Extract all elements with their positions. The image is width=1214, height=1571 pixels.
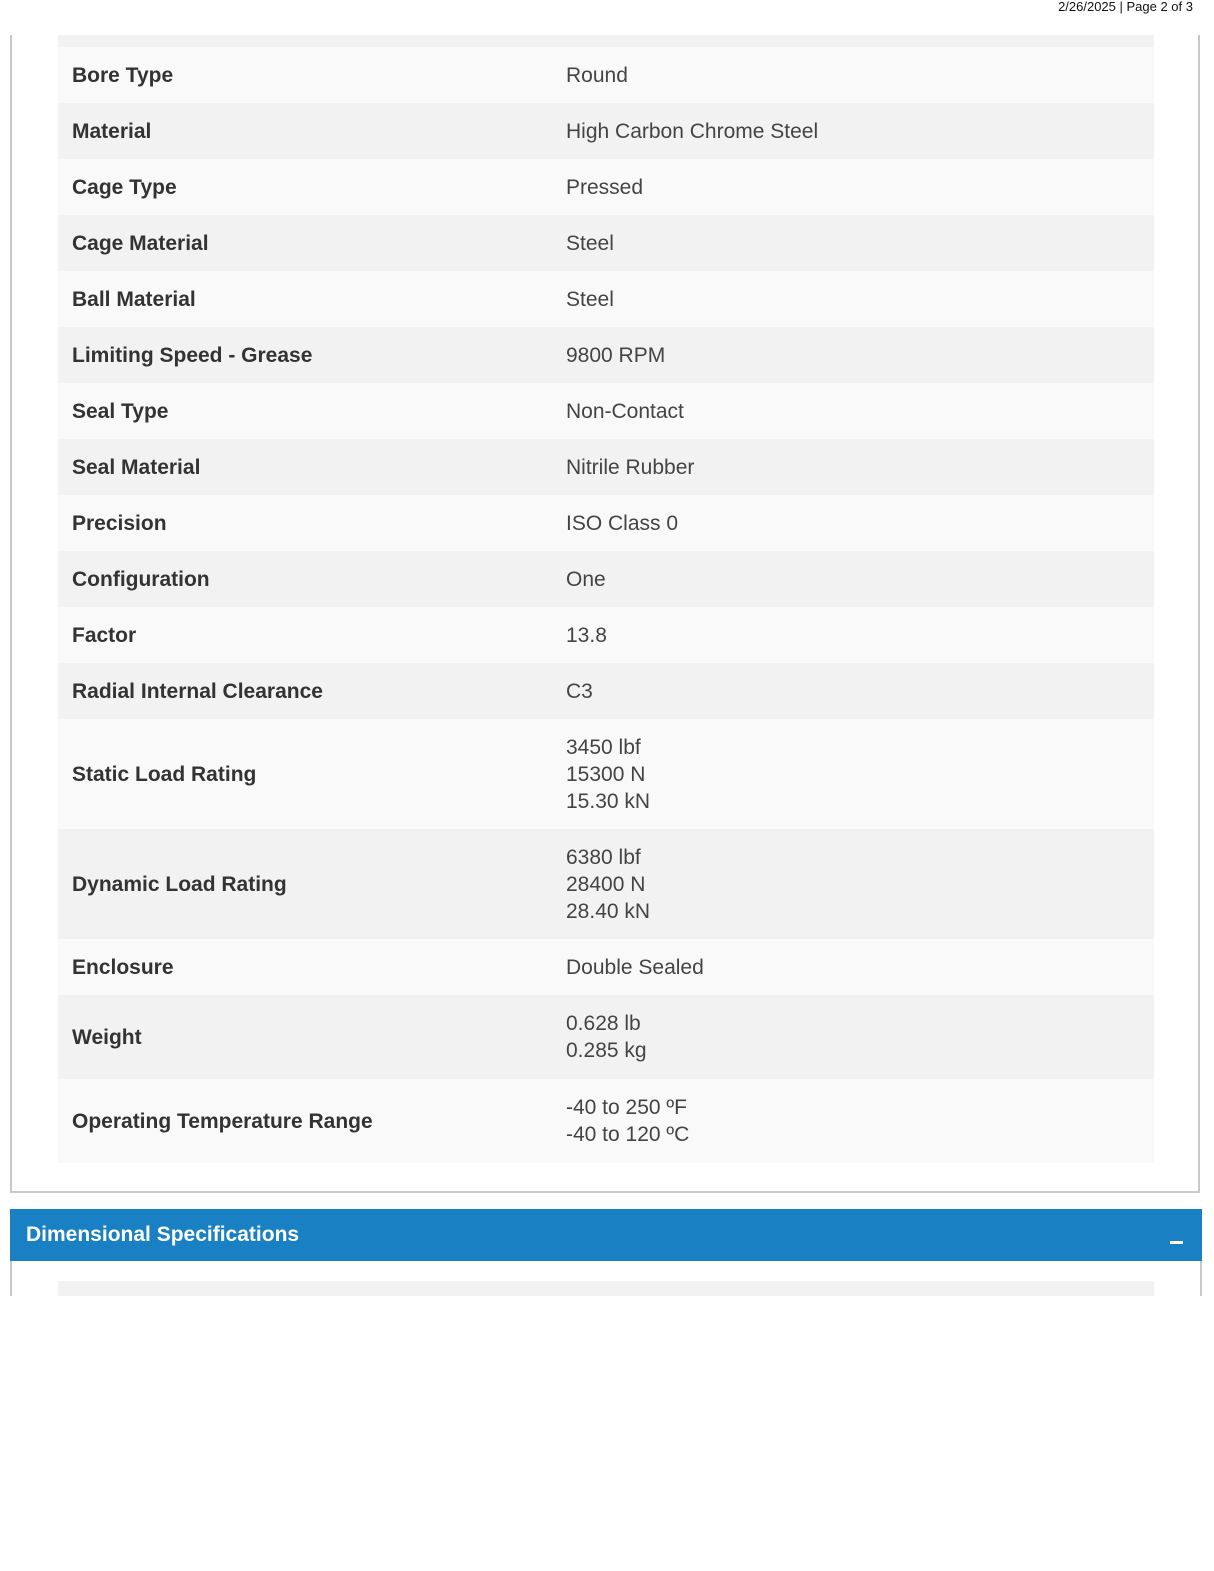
spec-label: Precision — [58, 495, 552, 551]
table-top-strip — [58, 35, 1154, 47]
spec-value-line: Double Sealed — [566, 955, 704, 979]
spec-label: Cage Material — [58, 215, 552, 271]
spec-value-line: Round — [566, 63, 628, 87]
specifications-table — [58, 47, 1154, 1163]
spec-value — [552, 829, 1154, 939]
spec-value-line: -40 to 250 ºF — [566, 1096, 687, 1119]
spec-value — [552, 1079, 1154, 1163]
table-row — [58, 383, 1154, 439]
spec-value — [552, 607, 1154, 663]
table-row — [58, 551, 1154, 607]
spec-value — [552, 47, 1154, 103]
spec-value-line: Non-Contact — [566, 399, 684, 423]
spec-value-line: Nitrile Rubber — [566, 455, 695, 479]
table-row — [58, 327, 1154, 383]
table-row — [58, 1079, 1154, 1163]
table-top-strip — [58, 1281, 1154, 1296]
spec-label: Static Load Rating — [58, 719, 552, 829]
spec-value — [552, 103, 1154, 159]
table-row — [58, 495, 1154, 551]
spec-value-line: 0.628 lb — [566, 1012, 641, 1035]
spec-label: Seal Type — [58, 383, 552, 439]
spec-label: Ball Material — [58, 271, 552, 327]
spec-label: Limiting Speed - Grease — [58, 327, 552, 383]
spec-label: Cage Type — [58, 159, 552, 215]
spec-value — [552, 663, 1154, 719]
table-row — [58, 995, 1154, 1079]
spec-value — [552, 159, 1154, 215]
table-row — [58, 607, 1154, 663]
spec-label: Operating Temperature Range — [58, 1079, 552, 1163]
section-title: Dimensional Specifications — [26, 1223, 300, 1246]
spec-value-line: 3450 lbf — [566, 735, 641, 759]
spec-label: Configuration — [58, 551, 552, 607]
spec-value-line: 15.30 kN — [566, 789, 651, 813]
table-row — [58, 663, 1154, 719]
spec-label: Radial Internal Clearance — [58, 663, 552, 719]
dimensional-specifications-panel — [10, 1261, 1202, 1296]
table-row — [58, 939, 1154, 995]
spec-value-line: One — [566, 567, 606, 591]
dimensional-specifications-header[interactable] — [10, 1209, 1202, 1261]
table-row — [58, 271, 1154, 327]
spec-value-line: 28400 N — [566, 872, 646, 896]
spec-label: Enclosure — [58, 939, 552, 995]
collapse-minus-icon[interactable] — [1169, 1229, 1185, 1251]
spec-value-line: 28.40 kN — [566, 899, 651, 923]
spec-label: Material — [58, 103, 552, 159]
spec-value-line: Steel — [566, 287, 614, 311]
table-row — [58, 103, 1154, 159]
spec-value-line: Steel — [566, 231, 614, 255]
spec-label: Seal Material — [58, 439, 552, 495]
spec-value-line: High Carbon Chrome Steel — [566, 119, 819, 143]
spec-label: Weight — [58, 995, 552, 1079]
spec-value — [552, 271, 1154, 327]
spec-label: Bore Type — [58, 47, 552, 103]
spec-value-line: ISO Class 0 — [566, 511, 679, 535]
spec-value-line: 15300 N — [566, 762, 646, 786]
spec-value-line: 13.8 — [566, 623, 607, 647]
page-info: 2/26/2025 | Page 2 of 3 — [1058, 0, 1193, 14]
table-row — [58, 215, 1154, 271]
table-row — [58, 829, 1154, 939]
spec-value-line: 0.285 kg — [566, 1039, 647, 1062]
spec-value — [552, 327, 1154, 383]
spec-value — [552, 939, 1154, 995]
spec-value-line: 6380 lbf — [566, 845, 641, 869]
table-row — [58, 47, 1154, 103]
spec-value — [552, 719, 1154, 829]
spec-value — [552, 995, 1154, 1079]
general-specifications-panel — [10, 35, 1200, 1193]
spec-value — [552, 439, 1154, 495]
spec-value — [552, 495, 1154, 551]
table-row — [58, 719, 1154, 829]
table-row — [58, 159, 1154, 215]
spec-value-line: 9800 RPM — [566, 343, 666, 367]
spec-value-line: Pressed — [566, 175, 644, 199]
spec-label: Factor — [58, 607, 552, 663]
spec-value — [552, 551, 1154, 607]
spec-value — [552, 383, 1154, 439]
spec-value-line: C3 — [566, 679, 593, 703]
spec-label: Dynamic Load Rating — [58, 829, 552, 939]
table-row — [58, 439, 1154, 495]
spec-value-line: -40 to 120 ºC — [566, 1123, 690, 1146]
spec-value — [552, 215, 1154, 271]
